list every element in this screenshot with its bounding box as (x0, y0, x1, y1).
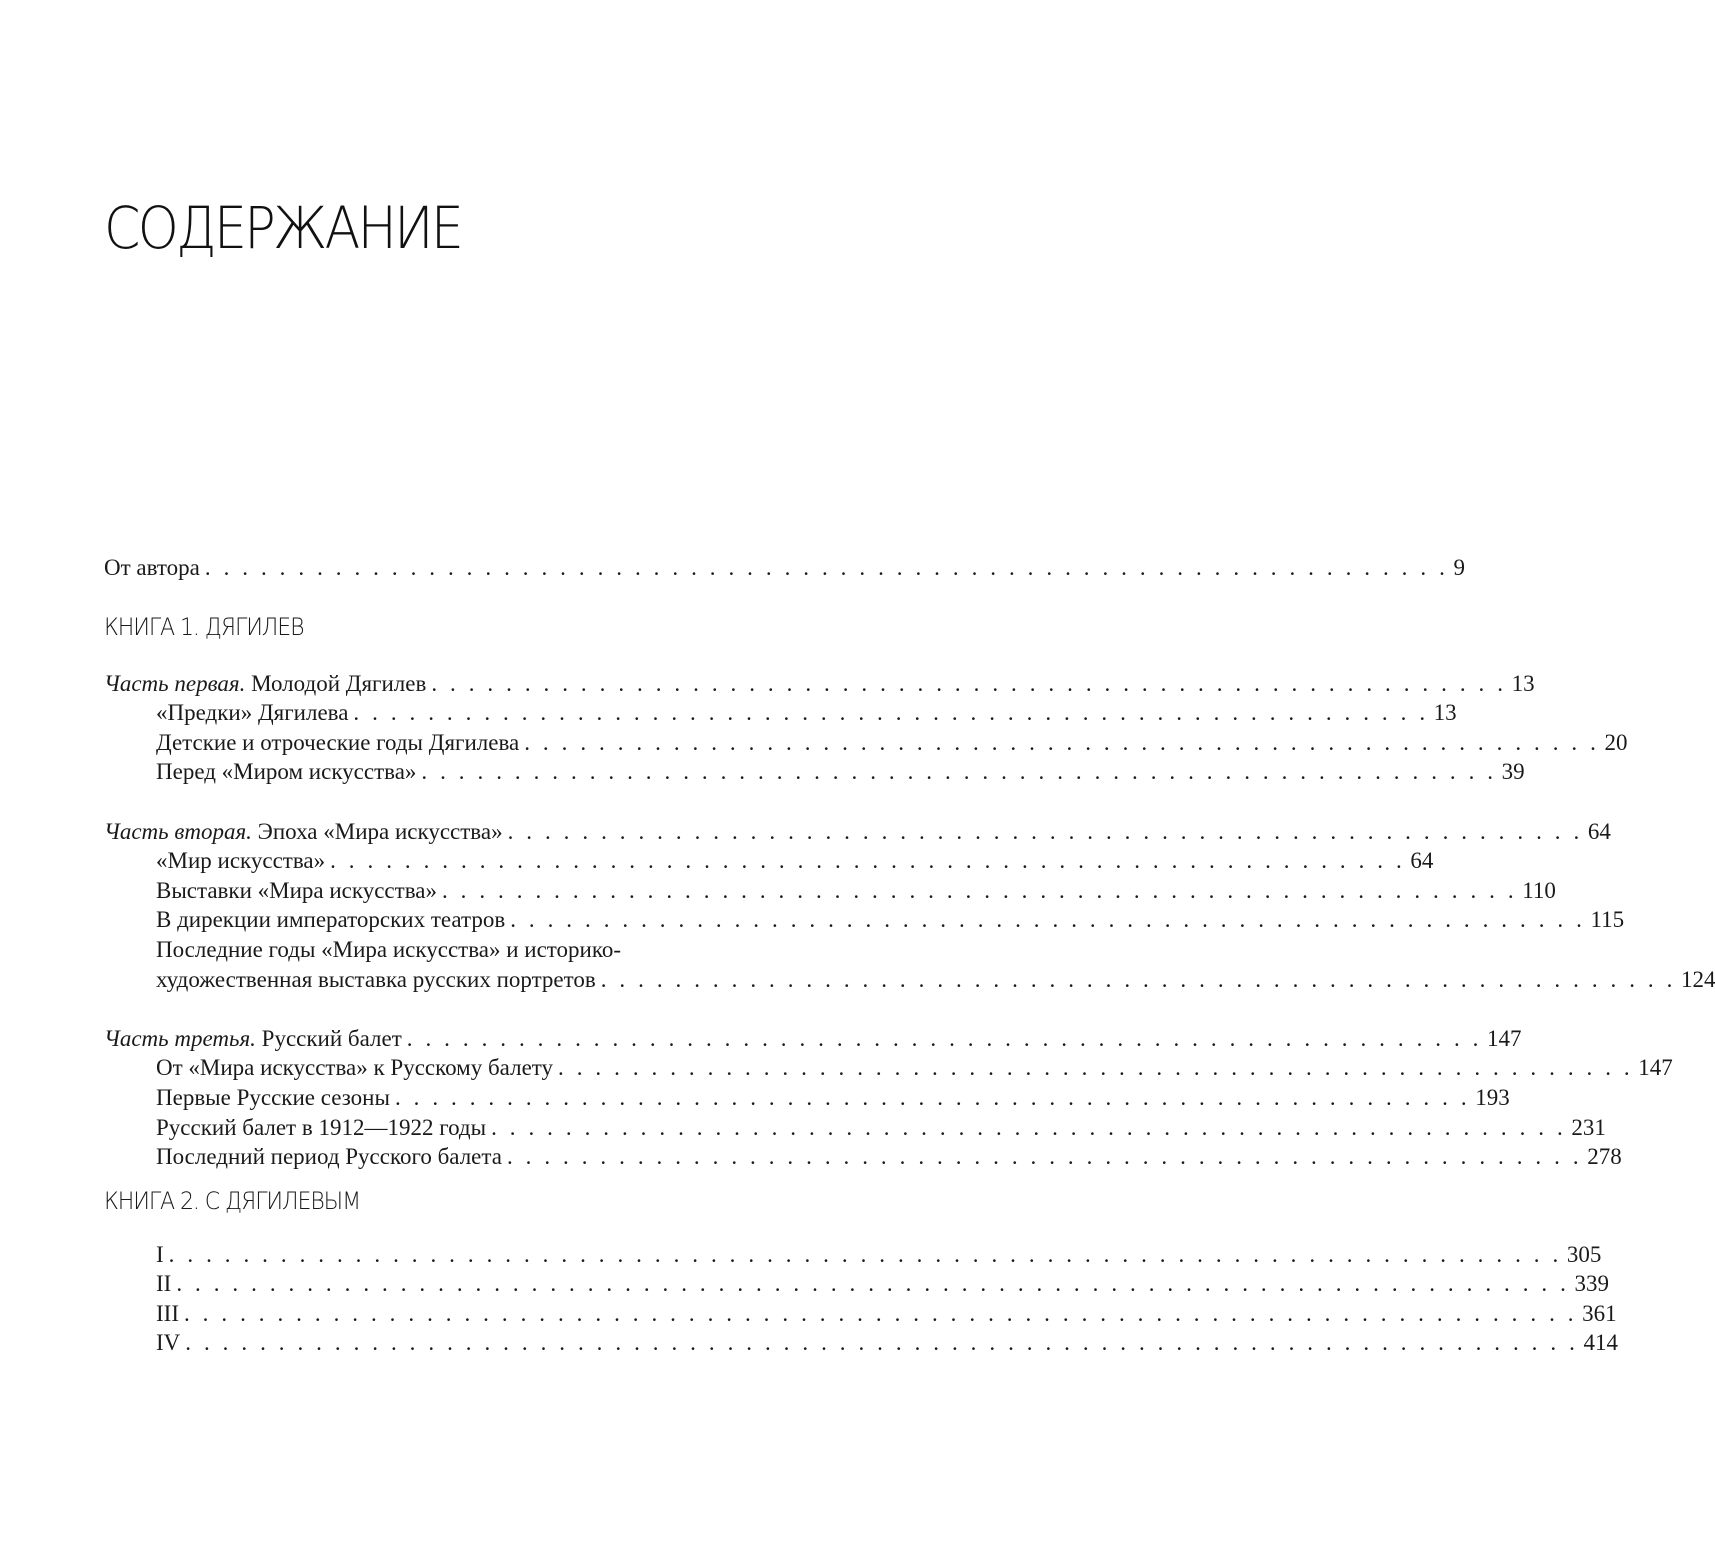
dot-leader: . . . . . . . . . . . . . . . . . . . . . . . . . . . . . . . . . . . . . . . . . . . . . . . . . . . . . . . . . . . . . . . . . . . . . . . . . . . (168, 1241, 1562, 1267)
dot-leader: . . . . . . . . . . . . . . . . . . . . . . . . . . . . . . . . . . . . . . . . . . . . . . . . . . . . . . . . . . (406, 1025, 1483, 1051)
toc-chapter[interactable] (104, 1328, 1618, 1358)
dot-leader: . . . . . . . . . . . . . . . . . . . . . . . . . . . . . . . . . . . . . . . . . . . . . . . . . . . . . . . . . . (491, 1114, 1567, 1140)
dot-leader: . . . . . . . . . . . . . . . . . . . . . . . . . . . . . . . . . . . . . . . . . . . . . . . . . . . . . . . . . . . . . . . . . . . . . . . . . . . (176, 1271, 1570, 1297)
toc-page-number: 13 (1433, 700, 1457, 726)
dot-leader: . . . . . . . . . . . . . . . . . . . . . . . . . . . . . . . . . . . . . . . . . . . . . . . . . . . . . . . . . . . . . . . . . . . (204, 555, 1449, 580)
toc-chapter[interactable] (104, 698, 1457, 728)
toc-page-number: 13 (1511, 670, 1535, 696)
toc-entry-label: От автора (104, 555, 200, 580)
toc-chapter[interactable] (104, 1299, 1617, 1329)
toc-chapter[interactable] (104, 1083, 1510, 1113)
toc-chapter[interactable] (104, 757, 1525, 787)
toc-chapter[interactable] (104, 905, 1625, 935)
dot-leader: . . . . . . . . . . . . . . . . . . . . . . . . . . . . . . . . . . . . . . . . . . . . . . . . . . . . . . . . . . . . . . . . . . . . . . . . . . . (185, 1330, 1579, 1356)
toc-entry-label: художественная выставка русских портретов (156, 966, 596, 992)
dot-leader: . . . . . . . . . . . . . . . . . . . . . . . . . . . . . . . . . . . . . . . . . . . . . . . . . . . . . . . . . . (510, 907, 1586, 933)
toc-page-number: 64 (1587, 818, 1611, 844)
toc-page-number: 9 (1453, 555, 1465, 580)
dot-leader: . . . . . . . . . . . . . . . . . . . . . . . . . . . . . . . . . . . . . . . . . . . . . . . . . . . . . . . . . . (431, 670, 1507, 696)
toc-chapter[interactable] (104, 1240, 1602, 1270)
toc-chapter[interactable] (104, 1142, 1622, 1172)
dot-leader: . . . . . . . . . . . . . . . . . . . . . . . . . . . . . . . . . . . . . . . . . . . . . . . . . . . . . . . . . . (441, 877, 1518, 903)
toc-page-number: 193 (1475, 1084, 1510, 1110)
toc-page-number: 147 (1487, 1025, 1522, 1051)
toc-page-number: 124 (1680, 966, 1715, 992)
toc-chapter-line-1[interactable] (104, 935, 856, 965)
toc-page-number: 20 (1604, 729, 1628, 755)
toc-page-number: 361 (1582, 1300, 1617, 1326)
dot-leader: . . . . . . . . . . . . . . . . . . . . . . . . . . . . . . . . . . . . . . . . . . . . . . . . . . . . . . . . . . (353, 700, 1429, 726)
part-number-label: Часть третья. (104, 1025, 256, 1051)
part-title: Молодой Дягилев (251, 670, 427, 696)
dot-leader: . . . . . . . . . . . . . . . . . . . . . . . . . . . . . . . . . . . . . . . . . . . . . . . . . . . . . . . . . . (600, 966, 1676, 992)
toc-part-label-wrap (104, 1024, 402, 1054)
toc-chapter[interactable] (104, 728, 1628, 758)
toc-entry-label: «Мир искусства» (156, 848, 326, 874)
toc-entry-label: II (156, 1271, 172, 1297)
page-title: СОДЕРЖАНИЕ (104, 194, 462, 262)
toc-entry-label: IV (156, 1330, 181, 1356)
toc-part-label-wrap (104, 817, 503, 847)
toc-entry-label: Детские и отроческие годы Дягилева (156, 729, 520, 755)
toc-entry-label: Последний период Русского балета (156, 1144, 502, 1170)
part-title: Русский балет (261, 1025, 402, 1051)
book-1-heading: КНИГА 1. ДЯГИЛЕВ (104, 612, 304, 641)
toc-entry-label: Русский балет в 1912—1922 годы (156, 1114, 487, 1140)
dot-leader: . . . . . . . . . . . . . . . . . . . . . . . . . . . . . . . . . . . . . . . . . . . . . . . . . . . . . . . . . . (394, 1084, 1471, 1110)
dot-leader: . . . . . . . . . . . . . . . . . . . . . . . . . . . . . . . . . . . . . . . . . . . . . . . . . . . . . . . . . . (330, 848, 1406, 874)
toc-chapter[interactable] (104, 846, 1434, 876)
toc-chapter-line-2[interactable] (104, 965, 1715, 995)
toc-entry-label: Последние годы «Мира искусства» и историко- (156, 936, 622, 962)
toc-entry-label: III (156, 1300, 179, 1326)
part-title: Эпоха «Мира искусства» (257, 818, 503, 844)
toc-page-number: 305 (1566, 1241, 1602, 1267)
toc-page-number: 39 (1501, 759, 1525, 785)
dot-leader: . . . . . . . . . . . . . . . . . . . . . . . . . . . . . . . . . . . . . . . . . . . . . . . . . . . . . . . . . . (558, 1055, 1634, 1081)
toc-page-number: 231 (1571, 1114, 1606, 1140)
toc-page-number: 115 (1590, 907, 1625, 933)
toc-page-number: 278 (1587, 1144, 1622, 1170)
toc-page-number: 414 (1583, 1330, 1618, 1356)
toc-entry-label: Выставки «Мира искусства» (156, 877, 437, 903)
toc-entry-label: Первые Русские сезоны (156, 1084, 390, 1110)
table-of-contents (104, 553, 1715, 1358)
toc-chapter[interactable] (104, 1269, 1609, 1299)
book-2-heading: КНИГА 2. С ДЯГИЛЕВЫМ (104, 1186, 361, 1215)
toc-chapter[interactable] (104, 1113, 1606, 1143)
toc-chapter[interactable] (104, 1053, 1673, 1083)
toc-page-number: 64 (1410, 848, 1434, 874)
dot-leader: . . . . . . . . . . . . . . . . . . . . . . . . . . . . . . . . . . . . . . . . . . . . . . . . . . . . . . . . . . (524, 729, 1600, 755)
toc-page-number: 147 (1638, 1055, 1673, 1081)
toc-entry-label: «Предки» Дягилева (156, 700, 349, 726)
toc-page-number: 110 (1522, 877, 1556, 903)
part-number-label: Часть вторая. (104, 818, 252, 844)
toc-entry-label: От «Мира искусства» к Русскому балету (156, 1055, 554, 1081)
dot-leader: . . . . . . . . . . . . . . . . . . . . . . . . . . . . . . . . . . . . . . . . . . . . . . . . . . . . . . . . . . . . . . . . . . . . . . . . . . . (183, 1300, 1578, 1326)
toc-entry-label: I (156, 1241, 164, 1267)
toc-entry-label: В дирекции императорских театров (156, 907, 506, 933)
toc-part-label-wrap (104, 669, 426, 699)
toc-chapter[interactable] (104, 876, 1556, 906)
toc-part-2[interactable] (104, 817, 1611, 847)
toc-page-number: 339 (1574, 1271, 1609, 1297)
dot-leader: . . . . . . . . . . . . . . . . . . . . . . . . . . . . . . . . . . . . . . . . . . . . . . . . . . . . . . . . . . (506, 1144, 1583, 1170)
toc-part-3[interactable] (104, 1024, 1522, 1054)
dot-leader: . . . . . . . . . . . . . . . . . . . . . . . . . . . . . . . . . . . . . . . . . . . . . . . . . . . . . . . . . . (507, 818, 1583, 844)
toc-entry-foreword[interactable] (104, 553, 1465, 583)
dot-leader: . . . . . . . . . . . . . . . . . . . . . . . . . . . . . . . . . . . . . . . . . . . . . . . . . . . . . . . . . . (421, 759, 1497, 785)
toc-part-1[interactable] (104, 669, 1535, 699)
part-number-label: Часть первая. (104, 670, 246, 696)
toc-entry-label: Перед «Миром искусства» (156, 759, 417, 785)
